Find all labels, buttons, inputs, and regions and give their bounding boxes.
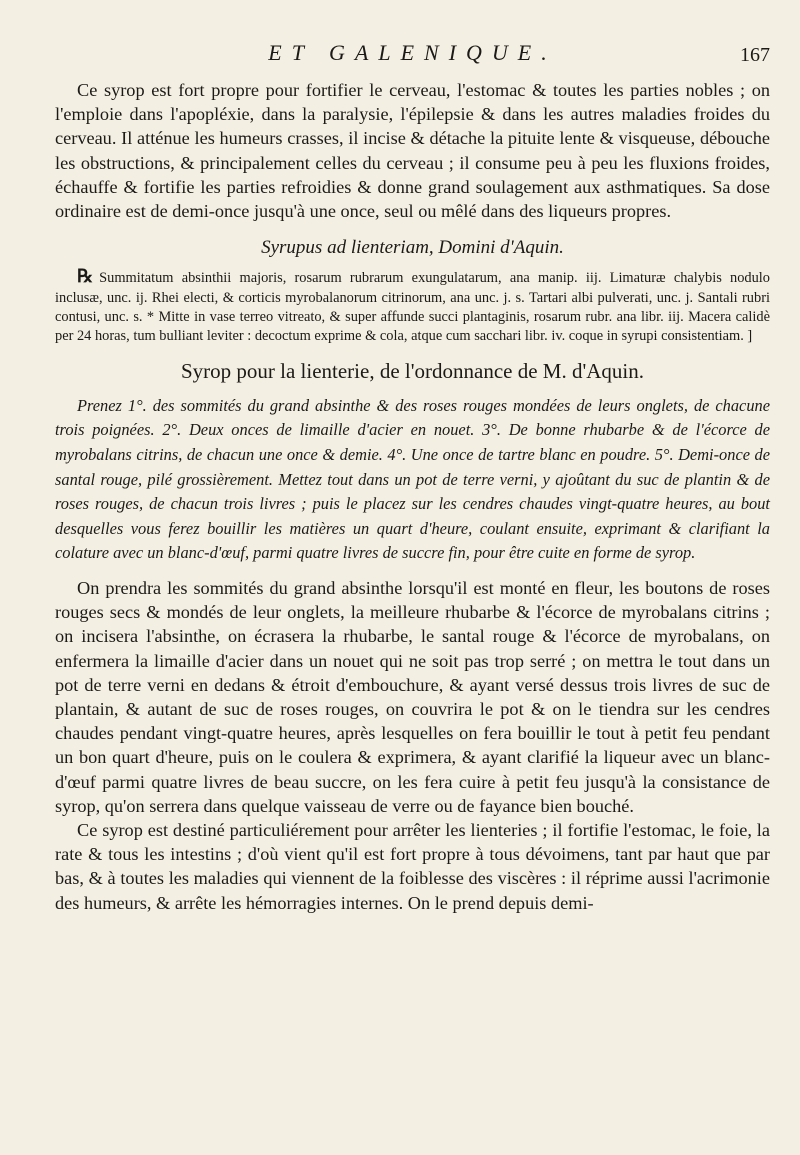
method-paragraph: On prendra les sommités du grand absinthe lorsqu'il est monté en fleur, les boutons de roses rouges secs & mondés de leur onglets, la meilleure rhubarbe & l'écorce de myrobalans citrins ; on incisera l'absinthe, on écrasera la rhubarbe, le santal rouge & l'écorce de myrobalans, on enfermera la limaille d'acier dans un nouet qui ne soit pas trop serré ; on mettra le tout dans un pot de terre verni en dedans & étroit d'embouchure, & ayant versé dessus trois livres de suc de plantain, & autant de suc de roses rouges, on couvrira le pot & on le tiendra sur les cendres chaudes pendant vingt-quatre heures, après lesquelles on fera bouillir le tout à petit feu pendant un bon quart d'heure, puis on le coulera & exprimera, & ayant clarifié la liqueur avec un blanc-d'œuf parmi quatre livres de beau succre, on les fera cuire à petit feu jusqu'à la consistance de syrop, qu'on serrera dans quelque vaisseau de verre ou de fayance bien bouché. bbox=[55, 578, 770, 816]
intro-paragraph: Ce syrop est fort propre pour fortifier le cerveau, l'estomac & toutes les parties nobles ; on l'emploie dans l'apopléxie, dans la paralysie, l'épilepsie & dans les autres maladies froides du cerveau. Il atténue les humeurs crasses, il incise & détache la pituite lente & visqueuse, débouche les obstructions, & principalement celles du cerveau ; il consume peu à peu les fluxions froides, échauffe & fortifie les parties refroidies & donne grand soulagement aux asthmatiques. Sa dose ordinaire est de demi-once jusqu'à une once, seul ou mêlé dans des liqueurs propres. bbox=[55, 80, 770, 222]
french-recipe-paragraph: Prenez 1°. des sommités du grand absinthe & des roses rouges mondées de leurs onglets, de chacune trois poignées. 2°. Deux onces de limaille d'acier en nouet. 3°. De bonne rhubarbe & de l'écorce de myrobalans citrins, de chacun une once & demie. 4°. Une once de tartre blanc en poudre. 5°. Demi-once de santal rouge, pilé grossièrement. Mettez tout dans un pot de terre verni, y ajoûtant du suc de plantin & de roses rouges, de chacun trois livres ; puis le placez sur les cendres chaudes vingt-quatre heures, au bout desquelles vous ferez bouillir les matières un quart d'heure, coulant ensuite, exprimant & clarifiant la colature avec un blanc-d'œuf, parmi quatre livres de succre fin, pour être cuite en forme de syrop. bbox=[55, 395, 770, 563]
usage-paragraph: Ce syrop est destiné particuliérement pour arrêter les lienteries ; il fortifie l'estomac, le foie, la rate & tous les intestins ; d'où vient qu'il est fort propre à tous dévoimens, tant par haut que par bas, & à toutes les maladies qui viennent de la foiblesse des viscères : il réprime aussi l'acrimonie des humeurs, & arrête les hémorragies internes. On le prend depuis demi- bbox=[55, 820, 770, 913]
running-header bbox=[55, 40, 770, 78]
french-recipe-heading: Syrop pour la lienterie, de l'ordonnance de M. d'Aquin. bbox=[180, 358, 645, 383]
page-number: 167 bbox=[740, 44, 770, 66]
running-title: ET GALENIQUE. bbox=[268, 40, 557, 65]
latin-recipe-text: Summitatum absinthii majoris, rosarum rubrarum exungulatarum, ana manip. iij. Limaturæ chalybis nodulo inclusæ, unc. ij. Rhei electi, & corticis myrobalanorum citrinorum, ana unc. j. s. Tartari albi pulverati, unc. j. Santali rubri contusi, unc. s. * Mitte in vase terreo vitreato, & super affunde succi plantaginis, rosarum rubr. ana libr. iij. Macera calidè per 24 horas, tum bulliant leviter : decoctum exprime & cola, atque cum sacchari libr. iv. coque in syrupi consistentiam. ] bbox=[55, 270, 770, 345]
latin-recipe-paragraph bbox=[55, 267, 770, 347]
recipe-symbol-icon: ℞ bbox=[77, 266, 94, 287]
book-page bbox=[55, 40, 770, 915]
latin-recipe-heading: Syrupus ad lienteriam, Domini d'Aquin. bbox=[261, 237, 564, 259]
